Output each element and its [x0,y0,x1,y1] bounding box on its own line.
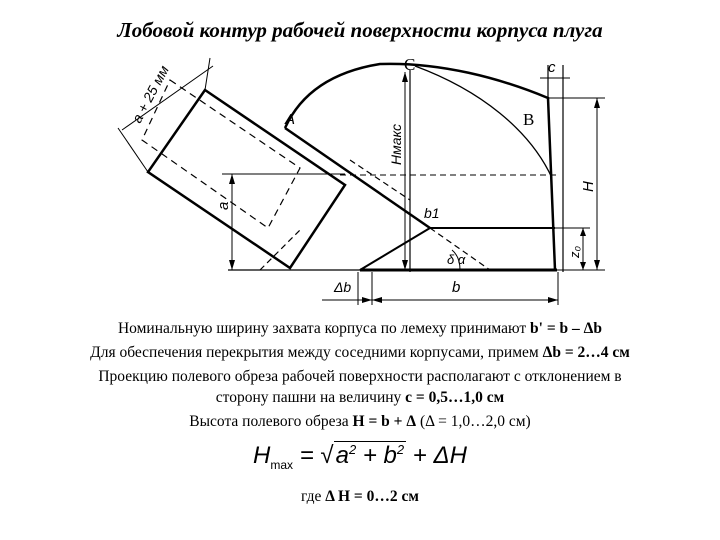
formula-eq: = [293,442,321,469]
label-A: A [285,111,296,128]
label-a: a [215,201,232,210]
text-line-2-bold: Δb = 2…4 см [542,344,630,361]
text-line-5-bold: H = b + Δ [352,413,417,430]
where-bold: Δ H = 0…2 см [325,488,419,505]
page-title: Лобовой контур рабочей поверхности корпуса плуга [117,18,603,42]
label-b1: b1 [424,205,440,221]
text-line-5 [0,411,720,432]
label-B: B [523,110,535,129]
tilted-rectangle [148,90,345,268]
label-angle: δ α [447,252,466,267]
text-line-2-pre: Для обеспечения перекрытия между соседними корпусами, примем [90,344,543,361]
dim-a25-ext1 [205,58,210,90]
text-line-4-bold: c = 0,5…1,0 см [405,389,505,406]
label-c: c [548,59,556,76]
label-b: b [452,279,461,296]
where-pre: где [301,488,326,505]
formula-H: H [253,442,271,469]
formula-plus: + [356,442,384,469]
formula-b-sq: 2 [396,442,405,457]
text-line-4 [0,387,720,408]
text-line-5-post: (Δ = 1,0…2,0 см) [416,413,531,430]
text-line-2 [0,342,720,363]
text-line-4-pre: сторону пашни на величину [215,389,406,406]
dim-a25-ext2 [118,128,148,172]
label-delta-b: Δb [334,279,352,295]
text-line-3: Проекцию полевого обреза рабочей поверхности располагают с отклонением в [98,368,622,385]
text-line-1-bold: b' = b – Δb [530,320,603,337]
sqrt-content [334,441,407,469]
formula-b: b [383,442,397,469]
moldboard-curve [285,64,555,270]
text-line-1 [0,318,720,339]
formula-tail: + ΔH [406,442,467,469]
formula-a: a [335,442,349,469]
text-line-1-pre: Номинальную ширину захвата корпуса по лемеху принимают [117,320,531,337]
share-line [285,128,430,228]
label-z0: z₀ [567,246,582,258]
label-hmax: Hмакс [388,124,404,165]
label-H: H [580,181,597,192]
sqrt-sign: √ [320,442,334,469]
label-C: C [404,55,416,74]
label-a25: a + 25 мм [128,62,172,126]
hmax-formula [0,442,720,472]
formula-a-sq: 2 [348,442,357,457]
formula-sub: max [270,457,294,472]
where-line [0,488,720,506]
text-line-5-pre: Высота полевого обреза [189,413,353,430]
